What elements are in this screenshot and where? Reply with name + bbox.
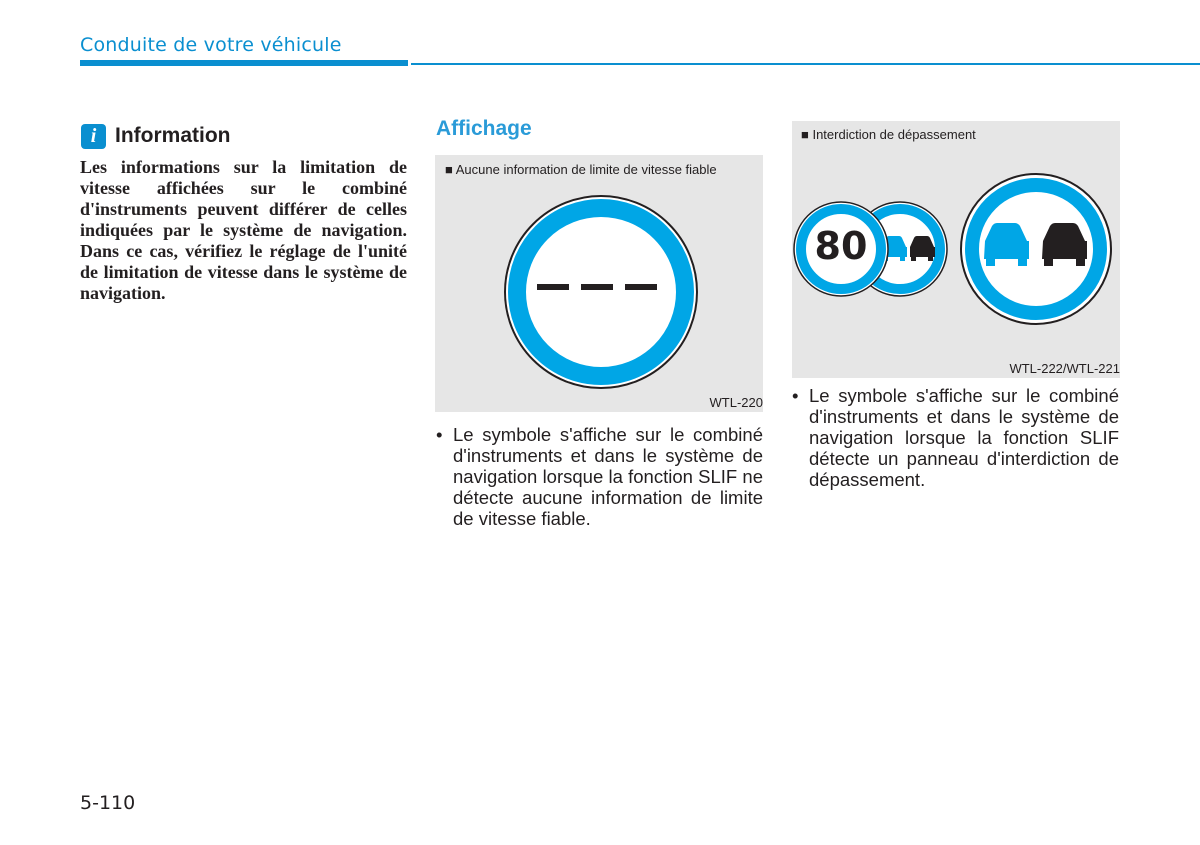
bullet-text: Le symbole s'affiche sur le combiné d'instruments et dans le système de navigation lorsque la fonction SLIF détecte un panneau d'interdiction de dépassement. — [809, 385, 1119, 490]
bullet-text: Le symbole s'affiche sur le combiné d'instruments et dans le système de navigation lorsque la fonction SLIF ne détecte aucune information de limite de vitesse fiable. — [453, 424, 763, 529]
page-number: 5-110 — [80, 792, 136, 814]
figure-caption: ■ Interdiction de dépassement — [801, 127, 976, 142]
figure-code: WTL-220 — [709, 395, 763, 410]
header-rule-thin — [411, 63, 1200, 65]
header-rule-thick — [80, 60, 408, 66]
bullet-no-speed-info: • Le symbole s'affiche sur le combiné d'instruments et dans le système de navigation lorsque la fonction SLIF ne détecte aucune information de limite de vitesse fiable. — [436, 424, 763, 529]
no-overtaking-sign-icon — [958, 171, 1114, 327]
info-icon: i — [81, 124, 106, 149]
figure-no-speed-info — [435, 155, 763, 412]
header-title: Conduite de votre véhicule — [80, 34, 342, 56]
no-speed-limit-sign-icon — [501, 192, 701, 392]
figure-no-overtaking — [792, 121, 1120, 378]
figure-caption: ■ Aucune information de limite de vitesse fiable — [445, 162, 717, 177]
bullet-no-overtaking: • Le symbole s'affiche sur le combiné d'instruments et dans le système de navigation lorsque la fonction SLIF détecte un panneau d'interdiction de dépassement. — [792, 385, 1119, 490]
section-title: Affichage — [436, 117, 532, 140]
info-title: Information — [115, 124, 231, 147]
speed-value: 80 — [814, 224, 868, 268]
info-text: Les informations sur la limitation de vitesse affichées sur le combiné d'instruments peuvent différer de celles indiquées par le système de navigation. Dans ce cas, vérifiez le réglage de l'unité de limitation de vitesse dans le système de navigation. — [80, 157, 407, 303]
figure-code: WTL-222/WTL-221 — [1009, 361, 1120, 376]
